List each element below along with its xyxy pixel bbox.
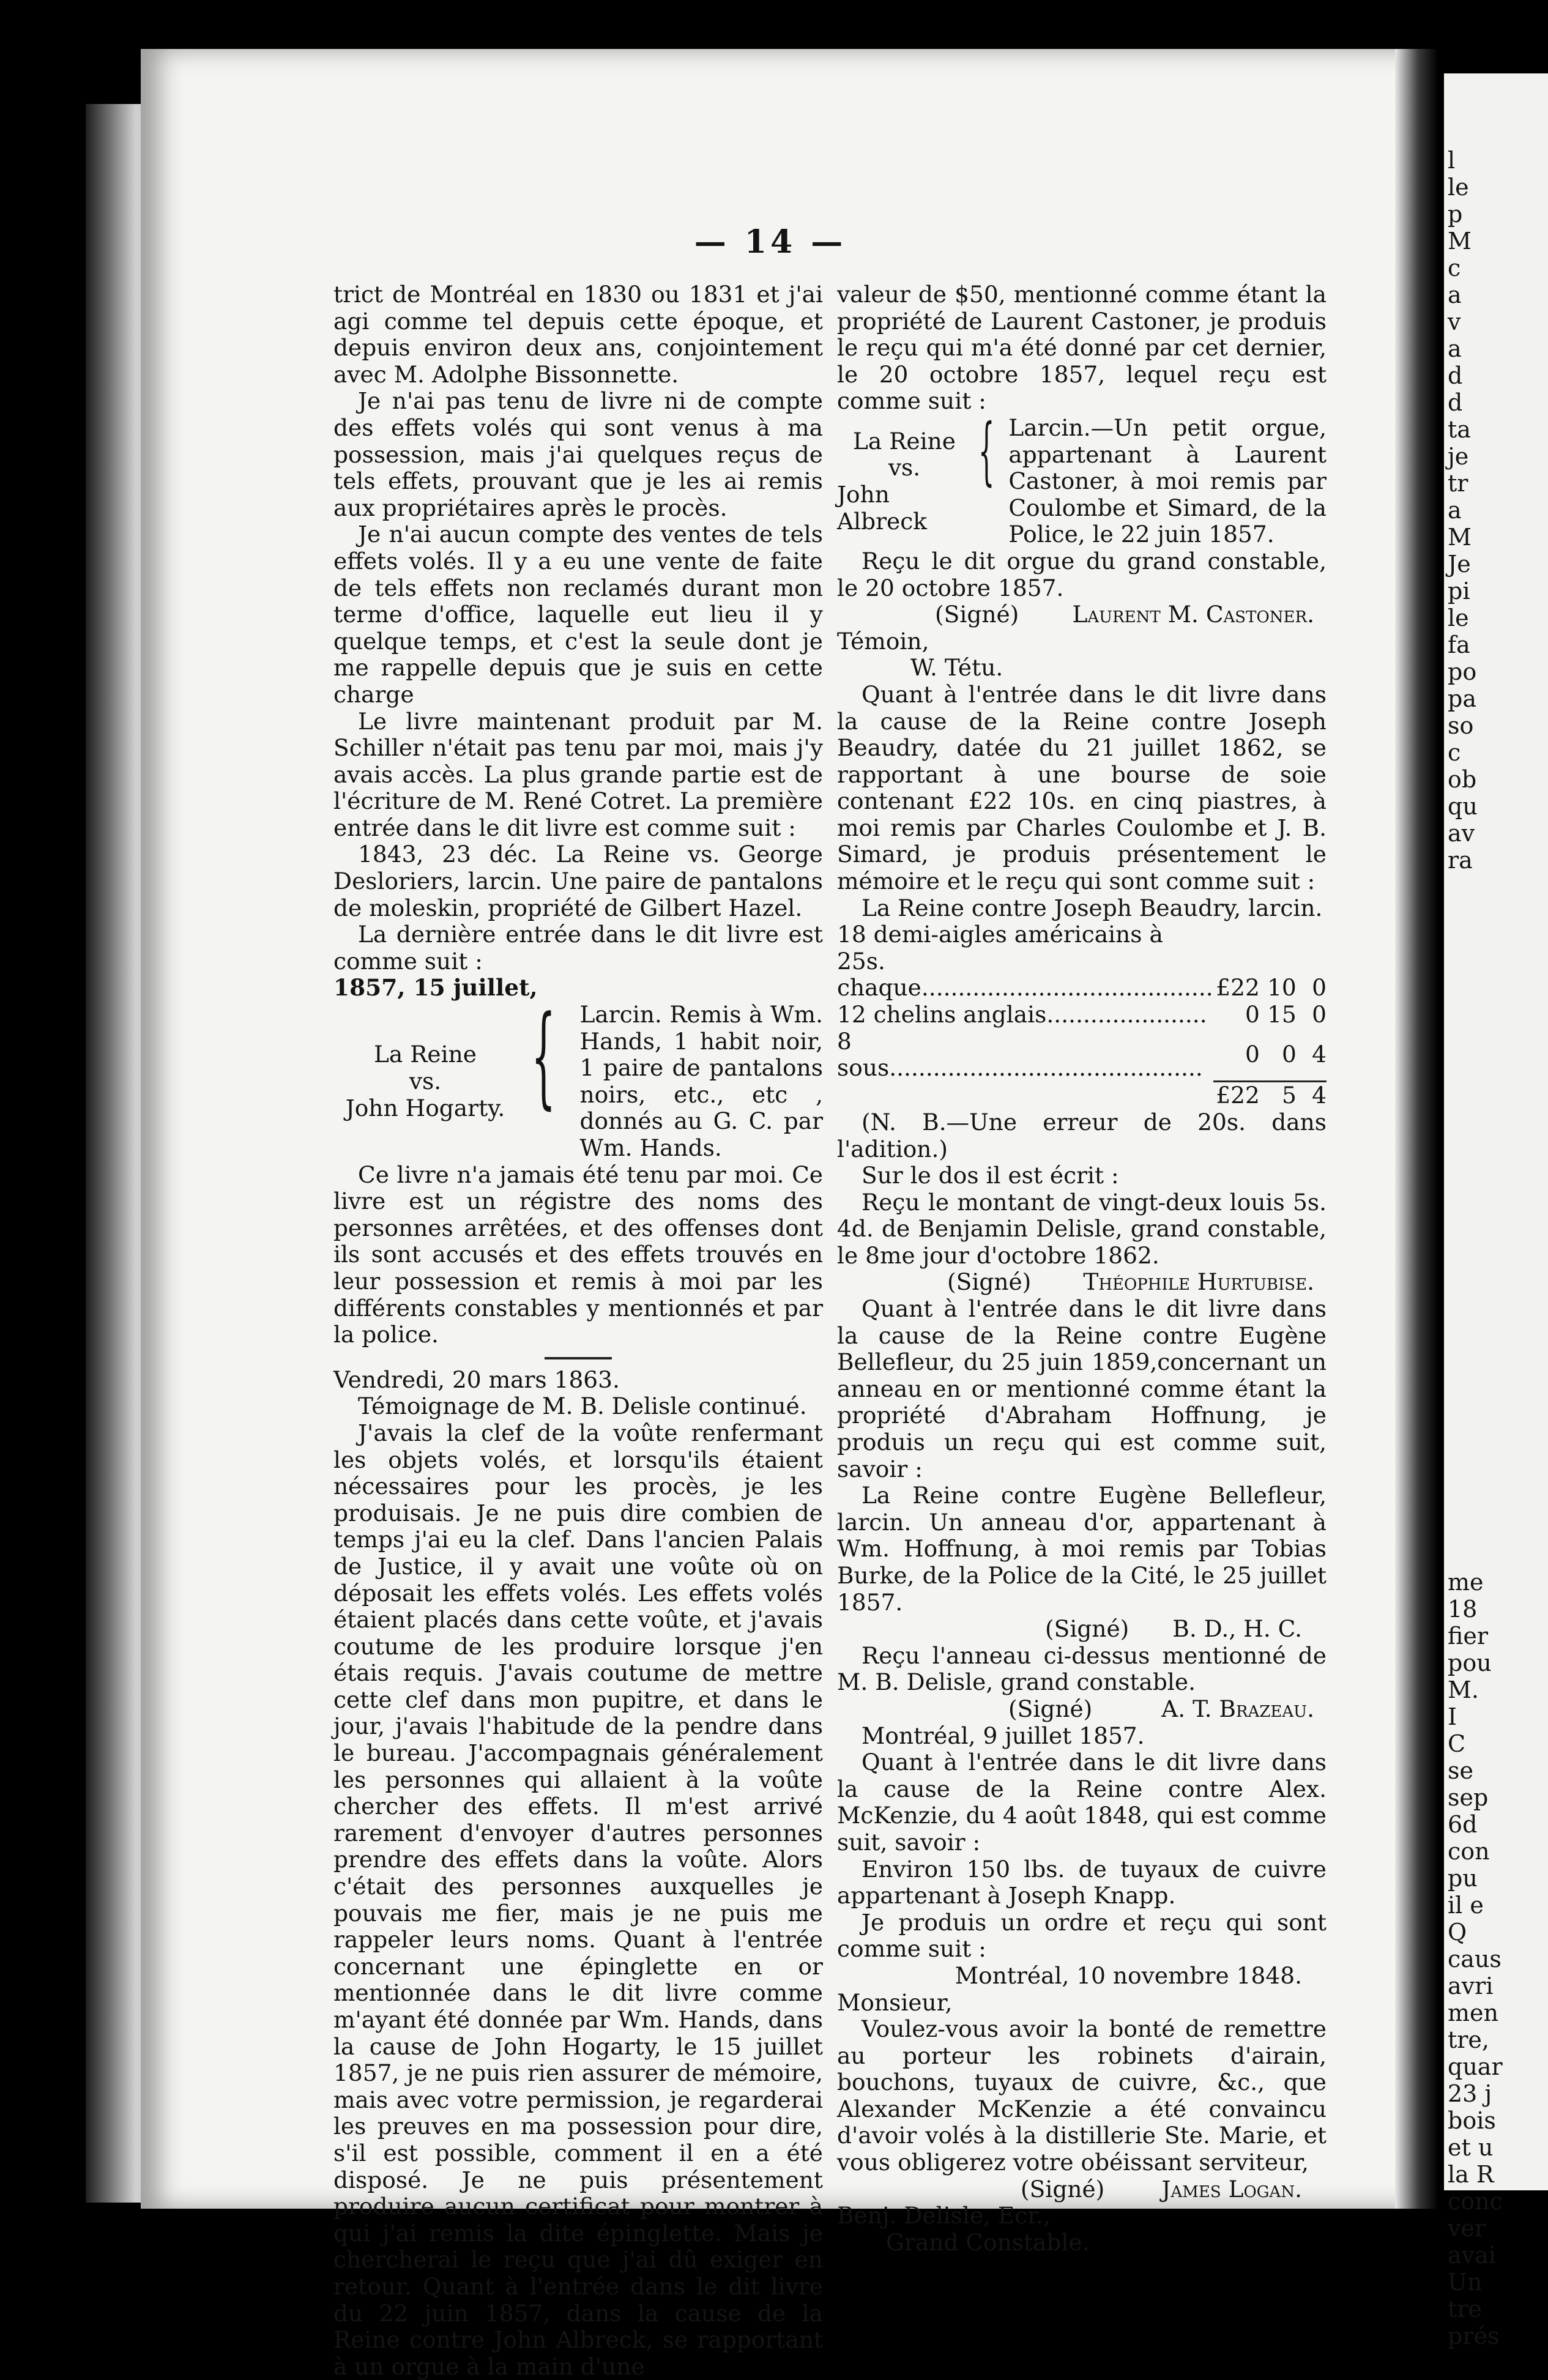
next-page-fragment: men [1448,1999,1498,2026]
paragraph: trict de Montréal en 1830 ou 1831 et j'ai agi comme tel depuis cette époque, et depuis environ deux ans, conjointement avec M. Adolphe Bissonnette. [333,281,823,388]
paragraph: Témoignage de M. B. Delisle continué. [358,1393,807,1420]
signature-label: (Signé) [1008,1695,1093,1722]
total-shillings: 5 [1260,1082,1297,1109]
brace-glyph: { [978,408,995,494]
next-page-fragment: a [1448,497,1462,524]
signature-label: (Signé) [935,601,1019,628]
register-entry [333,975,823,1161]
item-shillings: 10 [1267,974,1297,1002]
previous-page-edge [86,104,141,2203]
paragraph: Je produis un ordre et reçu qui sont comme suit : [837,1908,1327,1963]
item-pence [1297,921,1327,975]
next-page-fragment: prés [1448,2322,1500,2349]
paragraph: Montréal, 9 juillet 1857. [861,1722,1145,1749]
item-label: 12 chelins anglais...................... [837,1001,1207,1028]
next-page-fragment: Q [1448,1919,1467,1946]
next-page-fragment: ver [1448,2215,1486,2242]
next-page-fragment: Un [1448,2269,1483,2296]
next-page-fragment: tre [1448,2296,1482,2322]
next-page-fragment: fier [1448,1623,1488,1649]
next-page-fragment: av [1448,820,1475,847]
paragraph: Je n'ai aucun compte des ventes de tels effets volés. Il y a eu une vente de faite de tels effets non reclamés durant mon terme d'office, laquelle eut lieu il y quelque temps, et c'est la seule dont je me rappelle depuis que je suis en cette charge [333,521,823,708]
item-shillings [1260,921,1297,975]
next-page-fragment: a [1448,335,1462,362]
total-pounds: £22 [1213,1082,1260,1109]
paragraph: Quant à l'entrée dans le dit livre dans la cause de la Reine contre Eugène Bellefleur, du 25 juin 1859,concernant un anneau en or mentionné comme étant la propriété d'Abraham Hoffnung, je produis un reçu qui est comme suit, savoir : [837,1295,1327,1482]
item-pounds: 0 [1245,1001,1260,1028]
dateline: Vendredi, 20 mars 1863. [333,1366,620,1393]
entry-parties [333,1002,517,1162]
next-page-fragment: d [1448,389,1463,416]
item-pounds: 0 [1245,1040,1260,1068]
paragraph: Sur le dos il est écrit : [861,1162,1119,1189]
party-2: John Albreck [837,480,927,535]
next-page-fragment: quar [1448,2053,1503,2080]
next-page-fragment: 18 [1448,1596,1478,1623]
next-page-fragment: M [1448,524,1472,551]
next-page-fragment: I [1448,1703,1457,1730]
next-page-fragment: 6d [1448,1811,1478,1838]
paragraph: (N. B.—Une erreur de 20s. dans l'adition.) [837,1108,1327,1162]
next-page-fragment: v [1448,308,1461,335]
item-pounds: £22 [1216,974,1260,1002]
letter-date: Montréal, 10 novembre 1848. [954,1962,1302,1989]
paragraph: Quant à l'entrée dans le dit livre dans la cause de la Reine contre Joseph Beaudry, datée du 21 juillet 1862, se rapportant à une bourse de soie contenant £22 10s. en cinq piastres, à moi remis par Charles Coulombe et J. B. Simard, je produis présentement le mémoire et le reçu qui sont comme suit : [837,680,1327,895]
page-number: — 14 — [694,223,847,261]
next-page-fragment: l [1448,147,1456,174]
next-page-fragment: d [1448,362,1463,389]
signature-line [837,1269,1327,1296]
item-label: chaque........................................ [837,974,1213,1002]
paragraph: Reçu le dit orgue du grand constable, le 20 octobre 1857. [837,547,1327,601]
total-row [837,1082,1327,1109]
signature-name: Laurent M. Castoner. [1072,601,1314,628]
next-page-fragment: Je [1448,551,1471,578]
paragraph: Ce livre n'a jamais été tenu par moi. Ce livre est un régistre des noms des personnes arrêtées, et des offenses dont ils sont accusés et des effets trouvés en leur possession et remis à moi par les différents constables y mentionnés et par la police. [333,1161,823,1348]
entry-text: Larcin.—Un petit orgue, appartenant à Laurent Castoner, à moi remis par Coulombe et Simard, de la Police, le 22 juin 1857. [1008,414,1327,548]
next-page-fragment: c [1448,255,1461,281]
addressee-line: Benj. Delisle, Ecr., [837,2202,1051,2229]
brace-glyph: { [531,992,556,1121]
next-page-fragment: pi [1448,578,1470,604]
next-page-fragment: p [1448,201,1463,228]
item-pence: 0 [1312,974,1327,1002]
salutation: Monsieur, [837,1988,953,2016]
witness-name: W. Tétu. [910,654,1003,682]
paragraph: La Reine contre Eugène Bellefleur, larcin. Un anneau d'or, appartenant à Wm. Hoffnung, à moi remis par Tobias Burke, de la Police de la Cité, le 25 juillet 1857. [837,1482,1327,1616]
entry-text: Larcin. Remis à Wm. Hands, 1 habit noir, 1 paire de pantalons noirs, etc., etc , donnés au G. C. par Wm. Hands. [579,1001,823,1161]
next-page-fragment: avri [1448,1973,1494,1999]
signature-line [837,1696,1327,1723]
money-row [837,975,1327,1002]
receipt-entry-1 [837,408,1327,548]
paragraph: Reçu l'anneau ci-dessus mentionné de M. B. Delisle, grand constable. [837,1642,1327,1696]
paragraph: valeur de $50, mentionné comme étant la propriété de Laurent Castoner, je produis le reçu qui m'a été donné par cet dernier, le 20 octobre 1857, lequel reçu est comme suit : [837,281,1327,415]
signature-name: James Logan. [1161,2175,1302,2203]
paragraph: Le livre maintenant produit par M. Schiller n'était pas tenu par moi, mais j'y avais accès. La plus grande partie est de l'écriture de M. René Cotret. La première entrée dans le dit livre est comme suit : [333,707,823,841]
paragraph: Voulez-vous avoir la bonté de remettre au porteur les robinets d'airain, bouchons, tuyaux de cuivre, &c., que Alexander McKenzie a été convaincu d'avoir volés à la distillerie Ste. Marie, et vous obligerez votre obéissant serviteur, [837,2015,1327,2176]
left-column [333,281,823,2380]
entry-date: 1857, 15 juillet, [333,974,538,1002]
paragraph: La Reine contre Joseph Beaudry, larcin. [861,894,1323,921]
next-page-fragment: la R [1448,2161,1494,2188]
item-pence: 4 [1312,1040,1327,1068]
money-row [837,921,1327,975]
next-page-fragment: le [1448,604,1469,631]
next-page-fragment: le [1448,174,1469,201]
next-page-fragment: caus [1448,1946,1501,1973]
signature-label: (Signé) [1021,2175,1105,2203]
next-page-fragment: il e [1448,1892,1484,1919]
next-page-fragment: tr [1448,470,1468,497]
party-2: John Hogarty. [345,1094,505,1121]
paragraph: Reçu le montant de vingt-deux louis 5s. 4d. de Benjamin Delisle, grand constable, le 8me jour d'octobre 1862. [837,1188,1327,1269]
item-shillings: 0 [1281,1040,1297,1068]
next-page-fragment: M. [1448,1676,1479,1703]
next-page-fragment: so [1448,712,1474,739]
next-page-fragment: fa [1448,631,1470,658]
next-page-fragment: sep [1448,1784,1489,1811]
signature-line [837,601,1327,628]
entry-parties [837,415,972,548]
next-page-fragment: ta [1448,416,1471,443]
book-gutter [1395,49,1438,2209]
next-page-fragment: avai [1448,2242,1496,2269]
next-page-fragment: ob [1448,766,1477,793]
next-page-fragment: C [1448,1730,1466,1757]
party-1: La Reine [374,1041,477,1068]
next-page-fragment: pa [1448,685,1476,712]
next-page-fragment: M [1448,228,1472,255]
next-page-fragment: je [1448,443,1469,470]
signature-line [837,1616,1327,1643]
total-pence: 4 [1297,1082,1327,1109]
versus: vs. [888,454,921,482]
next-page-fragment: tre, [1448,2026,1490,2053]
item-label: 18 demi-aigles américains à 25s. [837,921,1163,975]
next-page-fragment: me [1448,1569,1484,1596]
signature-label: (Signé) [1045,1615,1129,1643]
next-page-fragment: po [1448,658,1477,685]
versus: vs. [409,1068,442,1095]
paragraph: 1843, 23 déc. La Reine vs. George Desloriers, larcin. Une paire de pantalons de moleskin, propriété de Gilbert Hazel. [333,841,823,921]
paragraph: Environ 150 lbs. de tuyaux de cuivre appartenant à Joseph Knapp. [837,1855,1327,1910]
money-row [837,1002,1327,1028]
entry-brace-block [333,992,823,1162]
next-page-fragment: bois [1448,2107,1496,2134]
next-page-fragment: se [1448,1757,1473,1784]
money-row [837,1028,1327,1082]
party-1: La Reine [853,427,956,455]
next-page-fragment: conc [1448,2188,1503,2215]
next-page-fragment: a [1448,281,1462,308]
paragraph: Je n'ai pas tenu de livre ni de compte des effets volés qui sont venus à ma possession, mais j'ai quelques reçus de tels effets, prouvant que je les ai remis aux propriétaires après le procès. [333,387,823,521]
next-page-fragment: con [1448,1838,1490,1865]
next-page-fragment: qu [1448,793,1478,820]
paragraph: J'avais la clef de la voûte renfermant les objets volés, et lorsqu'ils étaient nécessaires pour les procès, je les produisais. Je ne puis dire combien de temps j'ai eu la clef. Dans l'ancien Palais de Justice, il y avait une voûte où on déposait les effets volés. Les effets volés étaient placés dans cette voûte, et j'avais coutume de les produire lorsque j'en étais requis. J'avais coutume de mettre cette clef dans mon pupitre, et dans le jour, j'avais l'habitude de la pendre dans le bureau. J'accompagnais généralement les personnes qui allaient à la voûte chercher des effets. Il m'est arrivé rarement d'envoyer d'autres personnes prendre des effets dans la voûte. Alors c'était des personnes auxquelles je pouvais me fier, mais je ne puis me rappeler leurs noms. Quant à l'entrée concernant une épinglette en or mentionnée dans le dit livre comme m'ayant été donnée par Wm. Hands, dans la cause de John Hogarty, le 15 juillet 1857, je ne puis rien assurer de mémoire, mais avec votre permission, je regarderai les preuves en ma possession pour dire, s'il est possible, comment il en a été disposé. Je ne puis présentement produire aucun certificat pour montrer à qui j'ai remis la dite épinglette. Mais je chercherai le reçu que j'ai dû exiger en retour. Quant à l'entrée dans le dit livre du 22 juin 1857, dans la cause de la Reine contre John Albreck, se rapportant à un orgue à la main d'une [333,1419,823,2380]
item-pence: 0 [1312,1001,1327,1028]
item-label: 8 sous........................................... [837,1027,1203,1082]
next-page-fragment: et u [1448,2134,1494,2161]
paragraph: Quant à l'entrée dans le dit livre dans la cause de la Reine contre Alex. McKenzie, du 4 août 1848, qui est comme suit, savoir : [837,1749,1327,1856]
right-column [837,281,1327,2256]
signature-label: (Signé) [947,1268,1032,1296]
next-page-fragment: pou [1448,1649,1492,1676]
signature-name: Théophile Hurtubise. [1083,1268,1314,1296]
next-page-fragment: c [1448,739,1461,766]
paragraph: La dernière entrée dans le dit livre est comme suit : [333,921,823,975]
signature-name: B. D., H. C. [1172,1615,1302,1643]
money-table [837,921,1327,1109]
section-rule [545,1357,612,1359]
witness-label: Témoin, [837,627,929,655]
signature-name: A. T. Brazeau. [1161,1695,1314,1722]
next-page-fragment: pu [1448,1865,1478,1892]
next-page-fragment: 23 j [1448,2080,1492,2107]
item-pounds [1213,921,1260,975]
next-page-fragment: ra [1448,847,1473,874]
signature-line [837,2176,1327,2203]
next-page-edge [1444,73,1548,2349]
item-shillings: 15 [1267,1001,1297,1028]
addressee-title: Grand Constable. [886,2228,1090,2256]
